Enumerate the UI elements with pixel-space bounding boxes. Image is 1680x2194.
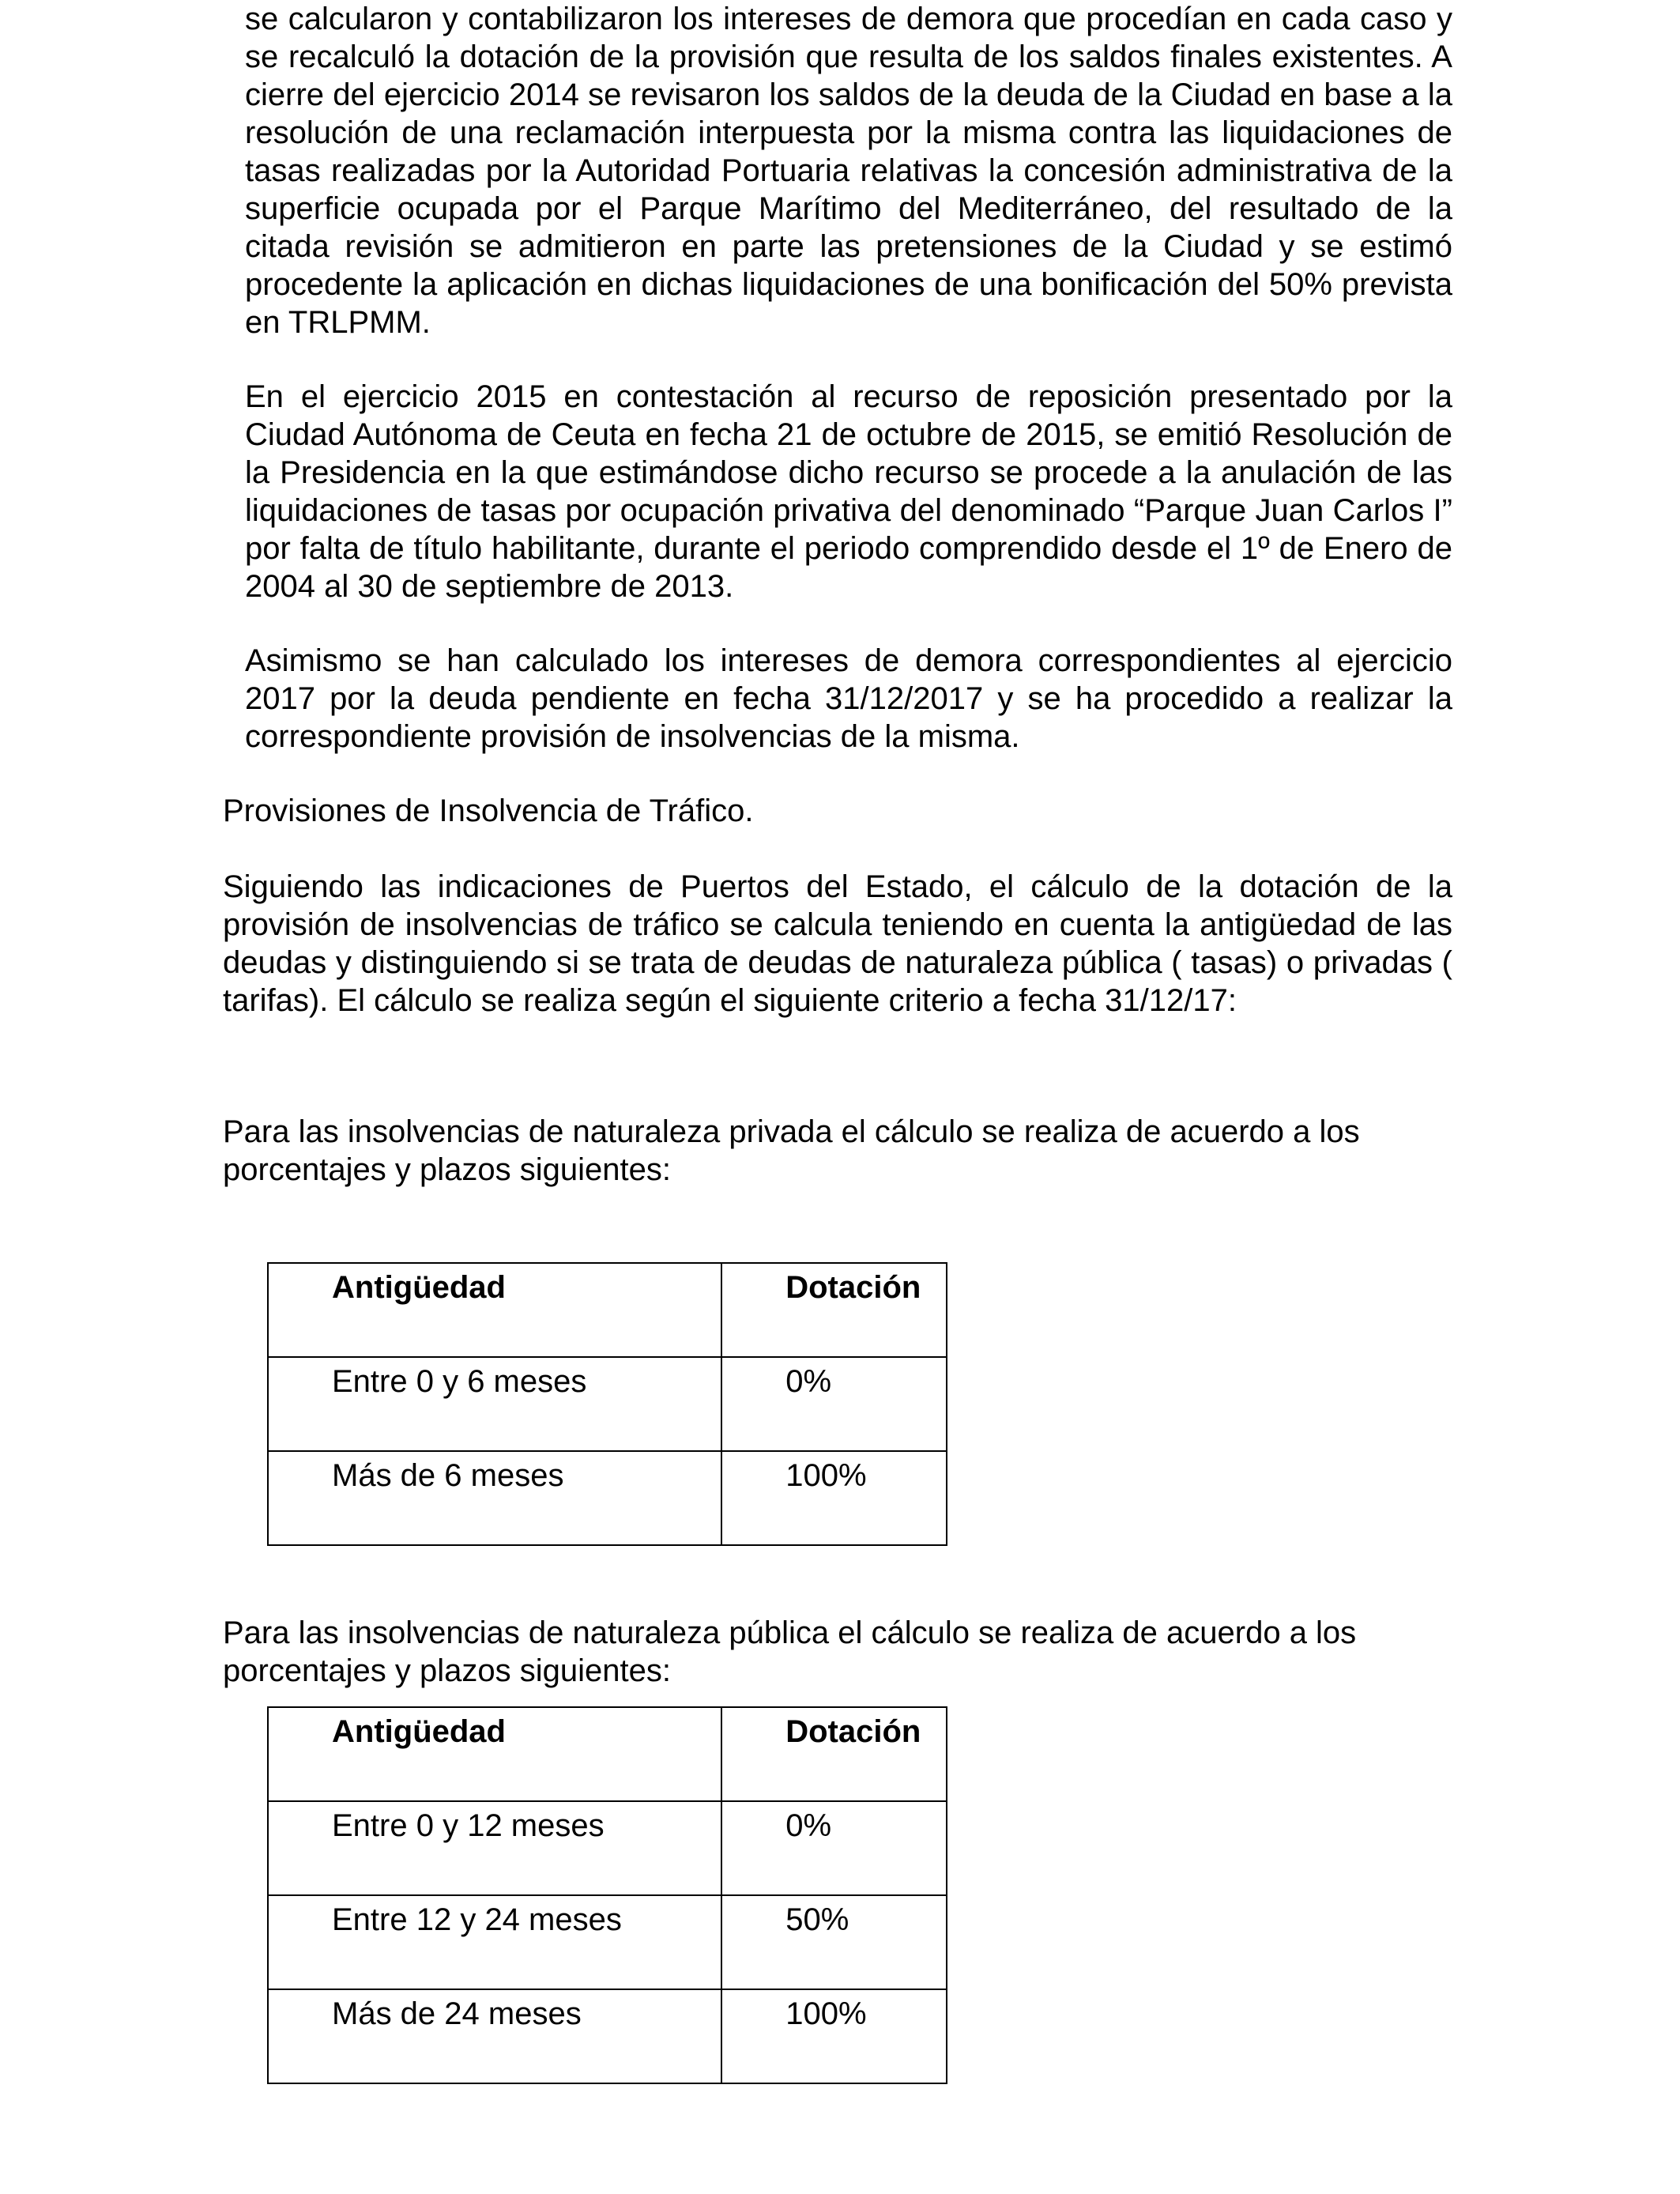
cell-dotacion: 100% — [721, 1451, 947, 1545]
table-row — [268, 1451, 947, 1545]
header-cell-antiguedad: Antigüedad — [268, 1707, 721, 1801]
paragraph-2015-resolution: En el ejercicio 2015 en contestación al recurso de reposición presentado por la Ciudad Autónoma de Ceuta en fecha 21 de octubre de 2015, se emitió Resolución de la Presidencia en la que estimándose dicho recurso se procede a la anulación de las liquidaciones de tasas por ocupación privativa del denominado “Parque Juan Carlos I” por falta de título habilitante, durante el periodo comprendido desde el 1º de Enero de 2004 al 30 de septiembre de 2013. — [245, 379, 1452, 604]
cell-dotacion: 0% — [721, 1801, 947, 1895]
header-cell-antiguedad: Antigüedad — [268, 1263, 721, 1357]
paragraph-interest-revision: se calcularon y contabilizaron los intereses de demora que procedían en cada caso y se recalculó la dotación de la provisión que resulta de los saldos finales existentes. A cierre del ejercicio 2014 se revisaron los saldos de la deuda de la Ciudad en base a la resolución de una reclamación interpuesta por la misma contra las liquidaciones de tasas realizadas por la Autoridad Portuaria relativas la concesión administrativa de la superficie ocupada por el Parque Marítimo del Mediterráneo, del resultado de la citada revisión se admitieron en parte las pretensiones de la Ciudad y se estimó procedente la aplicación en dichas liquidaciones de una bonificación del 50% prevista en TRLPMM. — [245, 2, 1452, 340]
table-header-row — [268, 1263, 947, 1357]
table-row — [268, 1357, 947, 1451]
section-heading-traffic-insolvency: Provisiones de Insolvencia de Tráfico. — [223, 794, 754, 828]
table-public-provisions — [267, 1706, 947, 2084]
paragraph-calculation-criteria: Siguiendo las indicaciones de Puertos del Estado, el cálculo de la dotación de la provisión de insolvencias de tráfico se calcula teniendo en cuenta la antigüedad de las deudas y distinguiendo si se trata de deudas de naturaleza pública ( tasas) o privadas ( tarifas). El cálculo se realiza según el siguiente criterio a fecha 31/12/17: — [223, 869, 1452, 1018]
header-cell-dotacion: Dotación — [721, 1707, 947, 1801]
table-private-provisions — [267, 1262, 947, 1546]
table-header-row — [268, 1707, 947, 1801]
cell-antiguedad: Entre 0 y 6 meses — [268, 1357, 721, 1451]
paragraph-private-intro: Para las insolvencias de naturaleza privada el cálculo se realiza de acuerdo a los porcentajes y plazos siguientes: — [223, 1114, 1360, 1187]
cell-dotacion: 100% — [721, 1989, 947, 2083]
table-row — [268, 1895, 947, 1989]
cell-antiguedad: Más de 6 meses — [268, 1451, 721, 1545]
table-row — [268, 1989, 947, 2083]
table-row — [268, 1801, 947, 1895]
cell-dotacion: 0% — [721, 1357, 947, 1451]
header-cell-dotacion: Dotación — [721, 1263, 947, 1357]
cell-antiguedad: Entre 12 y 24 meses — [268, 1895, 721, 1989]
paragraph-2017-interest: Asimismo se han calculado los intereses de demora correspondientes al ejercicio 2017 por la deuda pendiente en fecha 31/12/2017 y se ha procedido a realizar la correspondiente provisión de insolvencias de la misma. — [245, 643, 1452, 754]
cell-dotacion: 50% — [721, 1895, 947, 1989]
cell-antiguedad: Más de 24 meses — [268, 1989, 721, 2083]
paragraph-public-intro: Para las insolvencias de naturaleza pública el cálculo se realiza de acuerdo a los porcentajes y plazos siguientes: — [223, 1615, 1357, 1688]
cell-antiguedad: Entre 0 y 12 meses — [268, 1801, 721, 1895]
